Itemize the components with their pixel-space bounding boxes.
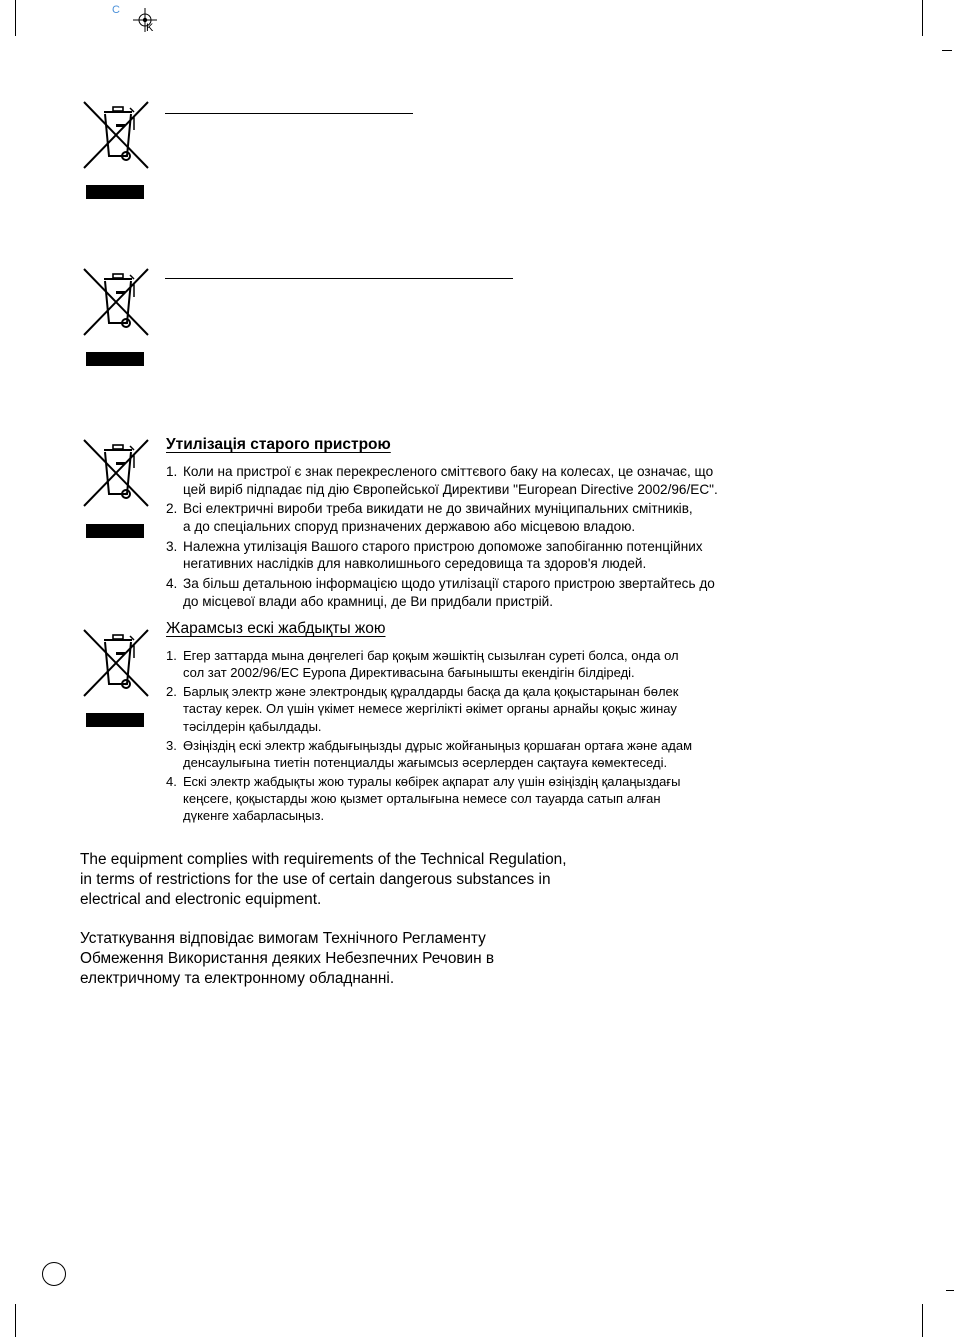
crop-mark-top-right-tick: [942, 50, 952, 51]
list-item-text: Барлық электр және электрондық құралдарды басқа да қала қоқыстарынан бөлек тастау керек. Ол үшін үкімет немесе жергілікті әкімет органы арнайы қоқыс жинау тәсілдерін қабылдады.: [183, 684, 679, 734]
list-item-number: 3.: [166, 737, 177, 753]
list-item-text: Өзіңіздің ескі электр жабдығыңызды дұрыс жойғаныңыз қоршаған ортаға және адам денсаулығына тиетін потенциалды жағымсыз әсерлерден сақтауға көмектеседі.: [183, 737, 693, 770]
list-item-text: За більш детальною інформацією щодо утилізації старого пристрою звертайтесь до до місцевої влади або крамниці, де Ви придбали пристрій.: [183, 576, 715, 609]
section-title: Утилізація старого пристрою: [166, 436, 391, 453]
list-item: [166, 500, 718, 535]
registration-letter-k: K: [146, 22, 154, 34]
weee-bin-icon: [80, 265, 152, 371]
list-item: [166, 575, 718, 610]
list-item-number: 3.: [166, 538, 178, 554]
empty-heading-rule: [165, 113, 413, 114]
crop-mark-top-right: [922, 0, 923, 36]
weee-bar: [86, 524, 144, 538]
list-item-text: Всі електричні вироби треба викидати не до звичайних муніципальних смітників, а до спеціальних споруд призначених державою або місцевою владою.: [183, 501, 693, 534]
crop-mark-bottom-right: [922, 1304, 923, 1337]
list-item-text: Належна утилізація Вашого старого пристрою допоможе запобіганню потенційних негативних наслідків для навколишнього середовища та здоров'я людей.: [183, 538, 703, 572]
weee-bin-icon: [80, 436, 152, 542]
list-item: [166, 647, 692, 682]
weee-bin-icon: [80, 626, 152, 732]
list-item-text: Егер заттарда мына дөңгелегі бар қоқым жәшіктің сызылған суреті болса, онда ол сол зат 2002/96/EC Еуропа Директивасына бағынышты екендігін білдіреді.: [183, 648, 679, 681]
list-item-text: Ескі электр жабдықты жою туралы көбірек ақпарат алу үшін өзіңіздің қалаңыздағы кеңсеге, қоқыстарды жою қызмет орталығына немесе сол тауарда сатып алған дүкенге хабарласыңыз.: [183, 773, 681, 824]
list-item-number: 1.: [166, 464, 178, 479]
list-item: [166, 463, 718, 498]
list-item: [166, 538, 718, 573]
registration-letter-c: C: [112, 4, 120, 16]
compliance-text-en: The equipment complies with requirements of the Technical Regulation, in terms of restrictions for the use of certain dangerous substances in electrical and electronic equipment.: [80, 851, 567, 909]
page-number-circle: [42, 1262, 66, 1286]
weee-bin-icon: [80, 98, 152, 204]
list-item-number: 4.: [166, 773, 177, 789]
weee-bar: [86, 352, 144, 366]
disposal-list-kz: [166, 647, 692, 826]
weee-bar: [86, 185, 144, 199]
compliance-text-ua: Устаткування відповідає вимогам Технічного Регламенту Обмеження Використання деяких Небезпечних Речовин в електричному та електронному обладнанні.: [80, 930, 495, 988]
empty-heading-rule: [165, 278, 513, 279]
list-item: [166, 683, 692, 735]
section-title: Жарамсыз ескі жабдықты жою: [166, 620, 386, 637]
list-item-number: 2.: [166, 684, 177, 700]
list-item-text: Коли на пристрої є знак перекресленого сміттєвого баку на колесах, це означає, що цей виріб підпадає під дію Європейської Директиви "European Directive 2002/96/EC".: [183, 464, 718, 497]
list-item-number: 1.: [166, 648, 177, 663]
disposal-list-ua: [166, 463, 718, 613]
list-item: [166, 773, 692, 825]
list-item: [166, 737, 692, 772]
crop-mark-top-left: [15, 0, 16, 36]
crop-mark-bottom-left: [15, 1304, 16, 1337]
list-item-number: 2.: [166, 501, 178, 517]
weee-bar: [86, 713, 144, 727]
list-item-number: 4.: [166, 576, 178, 592]
crosshair-icon: [124, 6, 160, 36]
crop-mark-bottom-right-tick: [946, 1290, 954, 1291]
registration-mark: [112, 4, 164, 38]
